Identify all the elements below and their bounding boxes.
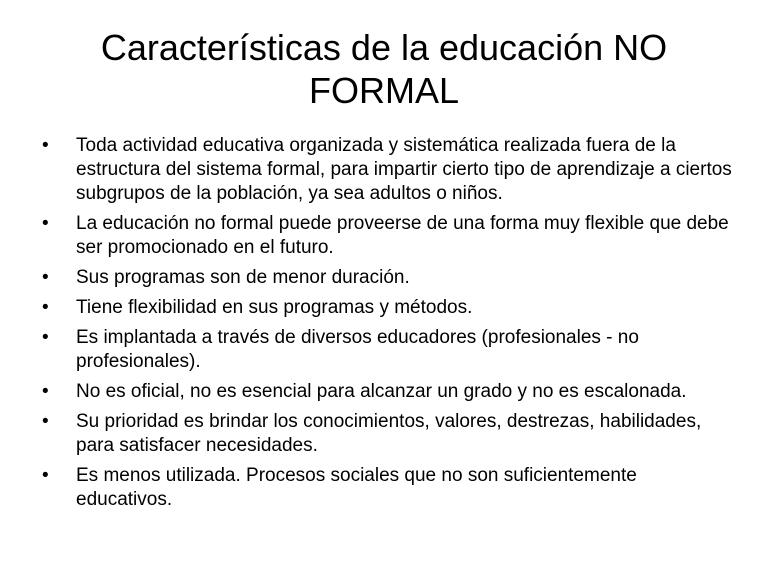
bullet-text: Sus programas son de menor duración. — [76, 267, 410, 288]
bullet-item-7 — [38, 410, 738, 458]
bullet-item-1 — [38, 134, 738, 206]
bullet-item-8 — [38, 464, 738, 512]
bullet-text: Su prioridad es brindar los conocimientos, valores, destrezas, habilidades, para satisfacer necesidades. — [76, 411, 702, 456]
bullet-item-6 — [38, 380, 738, 404]
bullet-item-2 — [38, 212, 738, 260]
bullet-text: Toda actividad educativa organizada y sistemática realizada fuera de la estructura del sistema formal, para impartir cierto tipo de aprendizaje a ciertos subgrupos de la población, ya sea adultos o niños. — [76, 135, 732, 204]
bullet-text: Es implantada a través de diversos educadores (profesionales - no profesionales). — [76, 327, 639, 372]
bullet-marker: • — [42, 135, 49, 156]
bullet-marker: • — [42, 381, 49, 402]
bullet-marker: • — [42, 465, 49, 486]
bullet-item-3 — [38, 266, 738, 290]
bullet-marker: • — [42, 297, 49, 318]
slide-title: Características de la educación NO FORMAL — [100, 27, 668, 111]
bullet-list — [38, 134, 738, 518]
bullet-item-4 — [38, 296, 738, 320]
bullet-marker: • — [42, 327, 49, 348]
bullet-marker: • — [42, 267, 49, 288]
bullet-marker: • — [42, 411, 49, 432]
bullet-text: La educación no formal puede proveerse de una forma muy flexible que debe ser promocionado en el futuro. — [76, 213, 729, 258]
bullet-text: Tiene flexibilidad en sus programas y métodos. — [76, 297, 473, 318]
bullet-item-5 — [38, 326, 738, 374]
bullet-text: No es oficial, no es esencial para alcanzar un grado y no es escalonada. — [76, 381, 687, 402]
bullet-marker: • — [42, 213, 49, 234]
bullet-text: Es menos utilizada. Procesos sociales que no son suficientemente educativos. — [76, 465, 637, 510]
